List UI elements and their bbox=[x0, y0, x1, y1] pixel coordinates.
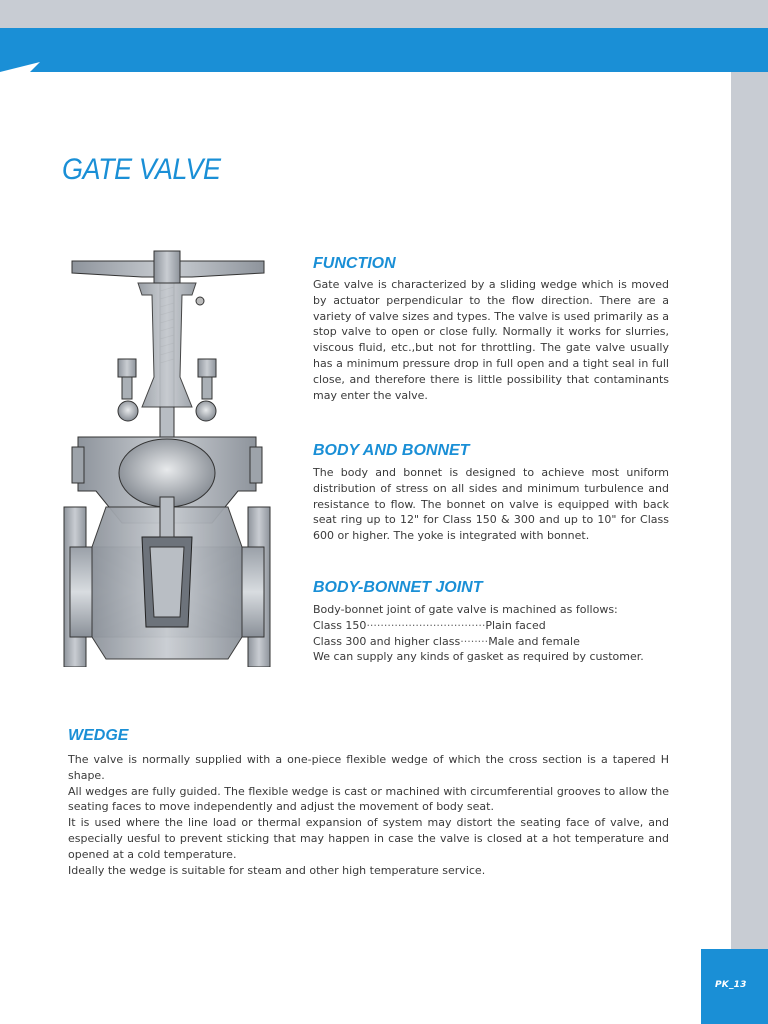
function-paragraph: Gate valve is characterized by a sliding wedge which is moved by actuator perpendicular to the flow direction. There are a variety of valve sizes and types. The valve is used primarily as a stop valve to open or close fully. Normally it works for slurries, viscous fluid, etc.,but not for throttling. The gate valve usually has a minimum pressure drop in full open and a tight seal in full close, and therefore there is little possibility that contaminants may enter the valve. bbox=[313, 278, 669, 402]
page-title: GATE VALVE bbox=[62, 153, 221, 186]
joint-row-label: Class 300 and higher class bbox=[313, 634, 461, 648]
body-bonnet-heading: BODY AND BONNET bbox=[313, 442, 470, 459]
joint-row-class-300 bbox=[313, 634, 669, 650]
gate-valve-illustration-icon bbox=[42, 247, 292, 667]
page-number: PK_13 bbox=[715, 980, 747, 990]
top-band-notch bbox=[0, 62, 768, 80]
wedge-paragraph: It is used where the line load or thermal expansion of system may distort the seating face of valve, and especially uesful to prevent sticking that may happen in case the valve is closed at a hot temperature and opened at a cold temperature. bbox=[68, 816, 669, 861]
body-bonnet-text bbox=[313, 465, 669, 544]
joint-row-value: Male and female bbox=[488, 634, 580, 648]
top-gray-band bbox=[0, 0, 768, 28]
joint-row-label: Class 150 bbox=[313, 618, 367, 632]
wedge-paragraph: All wedges are fully guided. The flexible wedge is cast or machined with circumferential grooves to allow the seating faces to move independently and adjust the movement of body seat. bbox=[68, 784, 669, 814]
right-side-bar bbox=[731, 72, 768, 952]
body-bonnet-paragraph: The body and bonnet is designed to achieve most uniform distribution of stress on all sides and minimum turbulence and resistance to flow. The bonnet on valve is equipped with back seat ring up to 12" for Class 150 & 300 and up to 10" for Class 600 or higher. The yoke is integrated with bonnet. bbox=[313, 466, 669, 543]
joint-row-leader: ·································· bbox=[366, 618, 486, 632]
joint-row-leader: ········ bbox=[460, 634, 489, 648]
joint-row-class-150 bbox=[313, 618, 669, 634]
body-bonnet-joint-heading: BODY-BONNET JOINT bbox=[313, 579, 483, 596]
wedge-paragraph: Ideally the wedge is suitable for steam and other high temperature service. bbox=[68, 863, 486, 877]
joint-intro: Body-bonnet joint of gate valve is machined as follows: bbox=[313, 603, 618, 616]
wedge-text bbox=[68, 752, 669, 878]
wedge-paragraph: The valve is normally supplied with a one-piece flexible wedge of which the cross section is a tapered H shape. bbox=[68, 753, 669, 782]
joint-outro: We can supply any kinds of gasket as required by customer. bbox=[313, 650, 644, 664]
function-heading: FUNCTION bbox=[313, 255, 396, 272]
function-text bbox=[313, 277, 669, 403]
body-bonnet-joint-text bbox=[313, 602, 669, 665]
joint-row-value: Plain faced bbox=[485, 618, 546, 632]
wedge-heading: WEDGE bbox=[68, 727, 129, 744]
